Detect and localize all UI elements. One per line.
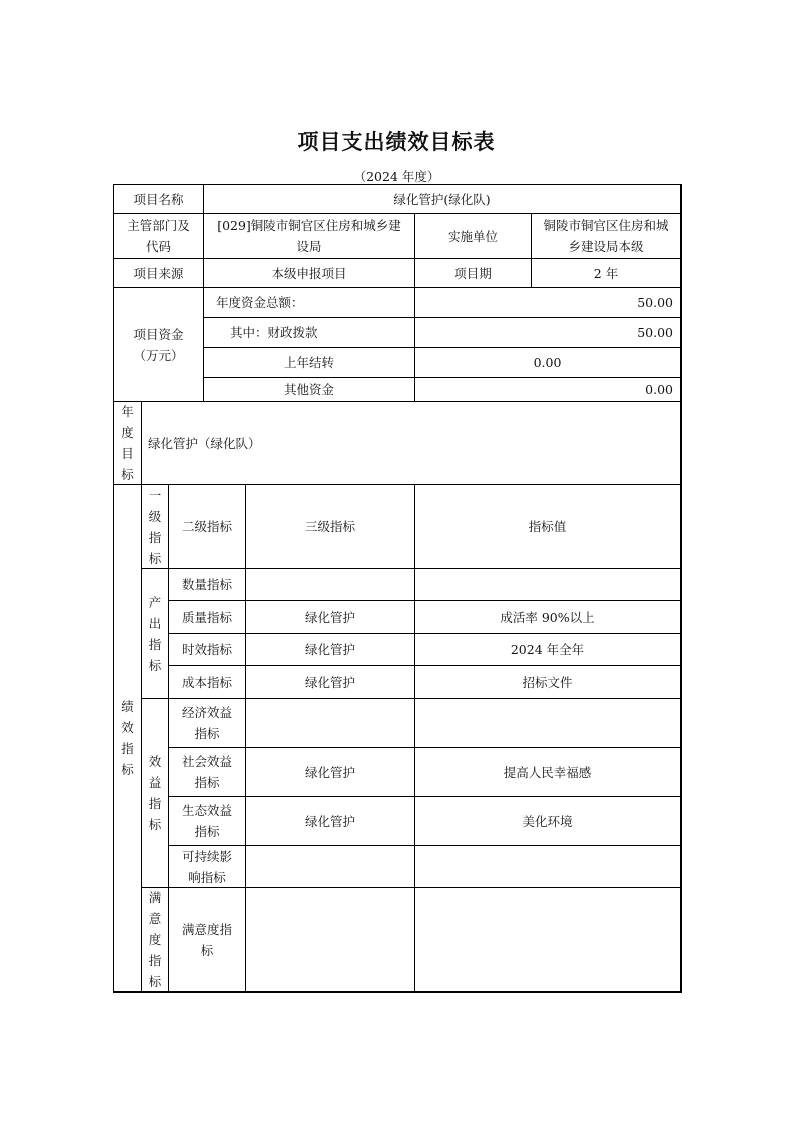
benefit-indicators-label: 效益指标 [142, 699, 169, 888]
other-funds-value: 0.00 [415, 378, 681, 402]
level3-header: 三级指标 [246, 485, 415, 569]
quality-indicator: 质量指标 [169, 601, 246, 634]
economic-indicator: 经济效益指标 [169, 699, 246, 748]
ecological-value: 美化环境 [415, 797, 681, 846]
level1-header: 一级指标 [142, 485, 169, 569]
cost-l3: 绿化管护 [246, 666, 415, 699]
source-value: 本级申报项目 [204, 259, 415, 288]
social-l3: 绿化管护 [246, 748, 415, 797]
impl-unit-label: 实施单位 [415, 214, 532, 259]
timeliness-value: 2024 年全年 [415, 634, 681, 666]
carry-over-value: 0.00 [415, 348, 681, 378]
timeliness-l3: 绿化管护 [246, 634, 415, 666]
social-indicator: 社会效益指标 [169, 748, 246, 797]
timeliness-indicator: 时效指标 [169, 634, 246, 666]
impl-unit-value: 铜陵市铜官区住房和城乡建设局本级 [532, 214, 681, 259]
social-value: 提高人民幸福感 [415, 748, 681, 797]
page-title: 项目支出绩效目标表 [297, 129, 496, 154]
period-label: 项目期 [415, 259, 532, 288]
source-label: 项目来源 [114, 259, 204, 288]
fiscal-label: 其中：财政拨款 [204, 318, 415, 348]
quantity-l3 [246, 569, 415, 601]
satisfaction-l3 [246, 888, 415, 992]
ecological-l3: 绿化管护 [246, 797, 415, 846]
sustainable-indicator: 可持续影响指标 [169, 846, 246, 888]
satisfaction-indicator: 满意度指标 [169, 888, 246, 992]
annual-goal-value: 绿化管护（绿化队） [142, 402, 681, 485]
project-name-value: 绿化管护(绿化队) [204, 185, 681, 214]
quality-value: 成活率 90%以上 [415, 601, 681, 634]
quantity-value [415, 569, 681, 601]
other-funds-label: 其他资金 [204, 378, 415, 402]
economic-value [415, 699, 681, 748]
project-name-label: 项目名称 [114, 185, 204, 214]
carry-over-label: 上年结转 [204, 348, 415, 378]
quality-l3: 绿化管护 [246, 601, 415, 634]
ecological-indicator: 生态效益指标 [169, 797, 246, 846]
funds-label: 项目资金（万元） [114, 288, 204, 402]
period-value: 2 年 [532, 259, 681, 288]
satisfaction-group-label: 满意度指标 [142, 888, 169, 992]
fiscal-year: （2024 年度） [353, 169, 440, 184]
annual-goal-label: 年度目标 [114, 402, 142, 485]
fiscal-value: 50.00 [415, 318, 681, 348]
output-indicators-label: 产出指标 [142, 569, 169, 699]
dept-label: 主管部门及代码 [114, 214, 204, 259]
level2-header: 二级指标 [169, 485, 246, 569]
total-funds-value: 50.00 [415, 288, 681, 318]
sustainable-l3 [246, 846, 415, 888]
quantity-indicator: 数量指标 [169, 569, 246, 601]
sustainable-value [415, 846, 681, 888]
value-header: 指标值 [415, 485, 681, 569]
cost-value: 招标文件 [415, 666, 681, 699]
economic-l3 [246, 699, 415, 748]
cost-indicator: 成本指标 [169, 666, 246, 699]
dept-value: [029]铜陵市铜官区住房和城乡建设局 [204, 214, 415, 259]
satisfaction-value [415, 888, 681, 992]
total-funds-label: 年度资金总额： [204, 288, 415, 318]
perf-indicators-label: 绩效指标 [114, 485, 142, 992]
